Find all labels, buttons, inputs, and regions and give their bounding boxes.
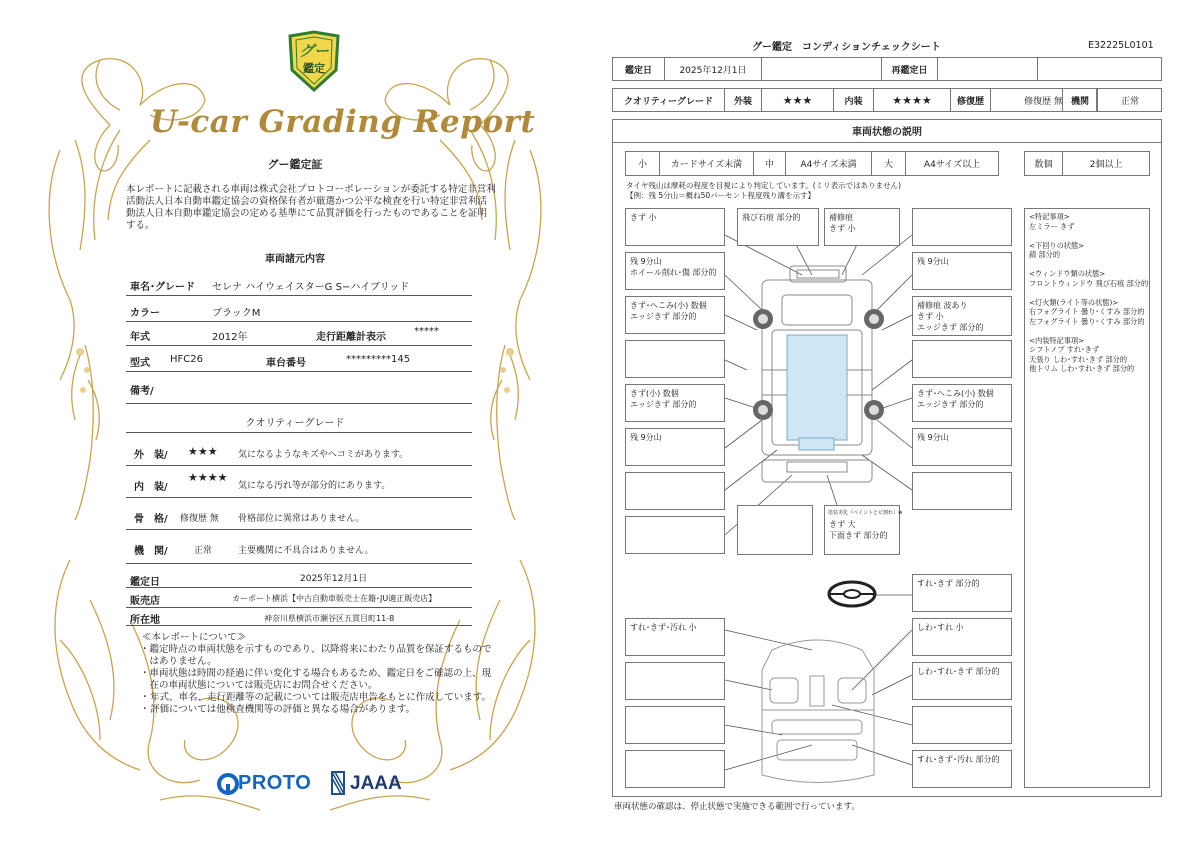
badge-text-top: グー: [298, 42, 329, 60]
damage-box-right-1: [912, 208, 1012, 246]
notes-heading: <内装特記事項>: [1029, 335, 1085, 345]
info-row-date: [126, 568, 472, 588]
notes-spacer: [1029, 288, 1145, 298]
year-label: 年式: [130, 332, 150, 343]
box-text: すれ･きず･汚れ 部分的: [917, 755, 1000, 764]
damage-box-bottom-2: [824, 505, 903, 555]
year-value: 2012年: [212, 332, 248, 343]
mileage-label: 走行距離計表示: [316, 332, 386, 343]
address-value: 神奈川県横浜市瀬谷区五貫目町11-8: [264, 614, 395, 623]
interior-label: 内 装/: [134, 482, 168, 493]
interior-text: 気になる汚れ等が部分的にあります。: [238, 481, 391, 491]
spec-row-model: [126, 350, 472, 372]
notes-line: フロントウィンドウ 飛び石痕 部分的: [1029, 278, 1149, 288]
box-line: 補修痕 波あり: [917, 301, 968, 310]
qg-label: クオリティーグレード: [613, 89, 725, 111]
interior-stars: ★★★★: [188, 471, 228, 484]
notes-line: 左ミラー きず: [1029, 221, 1075, 231]
count-legend: [1024, 151, 1150, 176]
info-row-address: [126, 608, 472, 626]
int-label: 内装: [834, 89, 874, 111]
damage-box-left-7: [625, 472, 725, 510]
notes-heading: <特記事項>: [1029, 212, 1070, 221]
box-text: 残 9分山: [917, 433, 949, 442]
size-mid: 中: [754, 152, 786, 175]
frame-text: 骨格部位に異常はありません。: [238, 514, 365, 524]
box-text: しわ･すれ･きず 部分的: [917, 667, 1000, 676]
interior-box-left-4: [625, 750, 725, 788]
interior-box-left-1: [625, 618, 725, 656]
size-small-desc: カードサイズ未満: [660, 152, 754, 175]
engine-label-cell: 機関: [1062, 88, 1098, 112]
interior-box-left-3: [625, 706, 725, 744]
sheet-title: グー鑑定 コンディションチェックシート: [752, 42, 941, 53]
spec-title: 車両諸元内容: [265, 254, 325, 265]
note-item: ・ 評価については他検査機関等の評価と異なる場合があります。: [140, 704, 416, 715]
notes-line: シフトノブ すれ･きず: [1029, 345, 1100, 354]
exterior-label: 外 装/: [134, 450, 168, 461]
box-line: エッジきず 部分的: [917, 400, 984, 409]
box-text: [626, 385, 724, 413]
report-title: U-car Grading Report: [150, 104, 536, 140]
box-text: [825, 209, 899, 237]
damage-box-left-6: [625, 428, 725, 466]
interior-box-right-3: [912, 706, 1012, 744]
box-text: しわ･すれ 小: [917, 623, 964, 632]
mileage-value: *****: [414, 326, 439, 337]
repair-label: 修復歴: [951, 89, 991, 111]
box-line: きず･へこみ(小) 数個: [630, 301, 707, 310]
interior-box-left-2: [625, 662, 725, 700]
damage-box-left-4: [625, 340, 725, 378]
date-label: 鑑定日: [130, 577, 160, 588]
spec-row-year: [126, 324, 472, 346]
notes-title: ≪本レポートについて≫: [142, 632, 247, 643]
box-line: エッジきず 部分的: [630, 312, 697, 321]
spec-row-name: [126, 272, 472, 296]
damage-box-right-3: [912, 296, 1012, 336]
jaaa-mark-icon: [328, 770, 348, 796]
cert-title: グー鑑定証: [267, 158, 323, 171]
interior-box-right-4: [912, 750, 1012, 788]
frame-label: 骨 格/: [134, 514, 168, 525]
badge-text-bottom: 鑑定: [303, 62, 325, 75]
quality-row-exterior: [126, 440, 472, 466]
note-item: ・ 鑑定時点の車両状態を示すものであり、以降将来にわたり品質を保証するものではありません。: [140, 644, 495, 668]
model-label: 型式: [130, 358, 150, 369]
engine-value: 正常: [194, 546, 213, 556]
interior-box-right-2: [912, 662, 1012, 700]
box-text: きず 小: [630, 213, 657, 222]
tire-note-1: タイヤ残山は摩耗の程度を目視により判定しています。(ミリ表示ではありません): [626, 181, 902, 190]
shop-label: 販売店: [130, 596, 160, 607]
box-line: きず 大: [829, 520, 856, 529]
exterior-text: 気になるようなキズやヘコミがあります。: [238, 450, 409, 460]
box-text: 残 9分山: [917, 257, 949, 266]
model-value: HFC26: [170, 354, 203, 365]
repair-value: 修復歴 無: [991, 89, 1097, 111]
box-text: [626, 297, 724, 325]
notes-line: 左フォグライト 曇り･くすみ 部分的: [1029, 316, 1145, 326]
box-line: エッジきず 部分的: [630, 400, 697, 409]
box-line: きず(小) 数個: [630, 389, 679, 398]
proto-logo: [216, 770, 326, 800]
engine-value-cell: 正常: [1120, 96, 1139, 107]
count-label: 数個: [1025, 152, 1063, 175]
damage-box-right-6: [912, 428, 1012, 466]
steering-wheel-icon: [829, 582, 875, 606]
car-roof-glass: [787, 335, 847, 440]
note-item: ・ 年式、車名、走行距離等の記載については販売店申告をもとに作成しています。: [140, 692, 492, 703]
spec-row-color: [126, 298, 472, 322]
remarks-label: 備考/: [130, 386, 154, 397]
box-text: [825, 516, 899, 544]
redate-value-cell: [938, 58, 1038, 80]
jaaa-logo: [328, 770, 408, 800]
quality-title: クオリティーグレード: [245, 418, 345, 429]
damage-box-left-1: [625, 208, 725, 246]
int-stars: ★★★★: [874, 89, 951, 111]
note-text: 鑑定時点の車両状態を示すものであり、以降将来にわたり品質を保証するものではありません。: [149, 644, 492, 667]
box-line: 残 9分山: [630, 257, 662, 266]
ext-stars: ★★★: [762, 89, 834, 111]
sheet-date-value: 2025年12月1日: [665, 58, 762, 80]
damage-box-right-2: [912, 252, 1012, 290]
address-label: 所在地: [130, 615, 160, 626]
damage-box-left-3: [625, 296, 725, 334]
note-item: ・ 車両状態は時間の経過に伴い変化する場合もあるため、鑑定日をご確認の上、現在の車両状態については販売店にお問合せください。: [140, 668, 495, 692]
notes-spacer: [1029, 231, 1145, 241]
quality-divider: [126, 432, 472, 433]
count-value: 2個以上: [1089, 160, 1123, 170]
box-text: [913, 385, 1011, 413]
date-blank-cell: [762, 58, 882, 80]
chassis-label: 車台番号: [266, 358, 306, 369]
box-text: すれ･きず 部分的: [917, 579, 980, 588]
interior-box-right-1: [912, 618, 1012, 656]
box-line: きず･へこみ(小) 数個: [917, 389, 994, 398]
ext-label: 外装: [725, 89, 762, 111]
chassis-value: *********145: [346, 354, 411, 365]
tire-note-2: 【例：残 5分山＝概ね50パーセント程度残り溝を示す】: [626, 191, 816, 200]
engine-text: 主要機関に不具合はありません。: [238, 546, 374, 556]
proto-logo-text: PROTO: [238, 772, 312, 794]
damage-box-right-5: [912, 384, 1012, 422]
damage-box-top-2: [824, 208, 900, 246]
paint-legend-small: 塗装劣化（ペイントとビ割れ）⊕: [828, 510, 903, 516]
sheet-date-label: 鑑定日: [613, 58, 665, 80]
box-text: 残 9分山: [630, 433, 662, 442]
quality-row-frame: [126, 504, 472, 530]
damage-box-bottom-1: [737, 505, 813, 555]
note-text: 年式、車名、走行距離等の記載については販売店申告をもとに作成しています。: [150, 692, 492, 703]
box-text: すれ･きず･汚れ 小: [630, 623, 697, 632]
note-text: 評価については他検査機関等の評価と異なる場合があります。: [150, 704, 416, 715]
notes-line: 右フォグライト 曇り･くすみ 部分的: [1029, 307, 1145, 316]
notes-block: [140, 632, 495, 716]
redate-label: 再鑑定日: [882, 58, 938, 80]
box-line: エッジきず 部分的: [917, 323, 984, 332]
damage-box-left-2: [625, 252, 725, 290]
box-text: [626, 253, 724, 281]
notes-line: 天張り しわ･すれ･きず 部分的: [1029, 354, 1128, 364]
doc-id: E32225L0101: [1088, 40, 1154, 51]
box-line: 補修痕: [829, 213, 853, 222]
damage-box-left-5: [625, 384, 725, 422]
engine-label: 機 関/: [134, 546, 168, 557]
size-legend: [625, 151, 999, 176]
quality-row-engine: [126, 536, 472, 564]
jaaa-logo-text: JAAA: [350, 773, 402, 794]
box-line: きず 小: [917, 312, 944, 321]
goo-badge-icon: [286, 30, 342, 92]
note-text: 車両状態は時間の経過に伴い変化する場合もあるため、鑑定日をご確認の上、現在の車両状態については販売店にお問合せください。: [149, 668, 492, 691]
box-line: ホイール削れ･傷 部分的: [630, 268, 717, 277]
notes-heading: <ウィンドウ類の状態>: [1029, 269, 1106, 278]
date-row: [612, 57, 1162, 81]
date-value: 2025年12月1日: [300, 574, 368, 584]
notes-spacer: [1029, 326, 1145, 336]
quality-row-interior: [126, 470, 472, 498]
damage-box-right-4: [912, 340, 1012, 378]
frame-value: 修復歴 無: [180, 514, 219, 524]
name-label: 車名･グレード: [130, 282, 195, 293]
notes-heading: <下回りの状態>: [1029, 240, 1085, 250]
box-line: 下面きず 部分的: [829, 531, 888, 540]
box-line: きず 小: [829, 224, 856, 233]
box-text: 飛び石痕 部分的: [742, 213, 801, 222]
notes-line: 他トリム しわ･すれ･きず 部分的: [1029, 364, 1135, 373]
info-row-shop: [126, 588, 472, 608]
spec-row-remarks: [126, 376, 472, 404]
shop-value: カーポート横浜【中古自動車販売士在籍･JU適正販売店】: [232, 594, 437, 603]
notes-spacer: [1029, 260, 1145, 270]
size-mid-desc: A4サイズ未満: [786, 152, 872, 175]
damage-box-left-8: [625, 516, 725, 554]
damage-box-right-7: [912, 472, 1012, 510]
notes-heading: <灯火類(ライト等の状態)>: [1029, 297, 1119, 307]
size-large-desc: A4サイズ以上: [923, 160, 981, 170]
footer-note: 車両状態の確認は、停止状態で実施できる範囲で行っています。: [614, 802, 860, 812]
size-small: 小: [626, 152, 660, 175]
box-text: [913, 297, 1011, 336]
special-notes-panel: [1024, 208, 1150, 788]
color-value: ブラックM: [212, 308, 261, 319]
name-value: セレナ ハイウェイスターG S−ハイブリッド: [212, 282, 410, 293]
color-label: カラー: [130, 308, 160, 319]
size-large: 大: [872, 152, 906, 175]
notes-line: 錆 部分的: [1029, 250, 1061, 259]
proto-mark-icon: [216, 772, 240, 796]
intro-paragraph: 本レポートに記載される車両は株式会社プロトコーポレーションが委託する特定非営利活動法人日本自動車鑑定協会の資格保有者が厳選かつ公平な検査を行い特定非営利活動法人日本自動車鑑定協会の定める基準にて品質評価を行ったものであることを証明する。: [126, 184, 496, 231]
exterior-stars: ★★★: [188, 445, 218, 458]
damage-box-top-1: [737, 208, 819, 246]
section-title: 車両状態の説明: [612, 119, 1162, 143]
interior-box-steer: [912, 574, 1012, 612]
